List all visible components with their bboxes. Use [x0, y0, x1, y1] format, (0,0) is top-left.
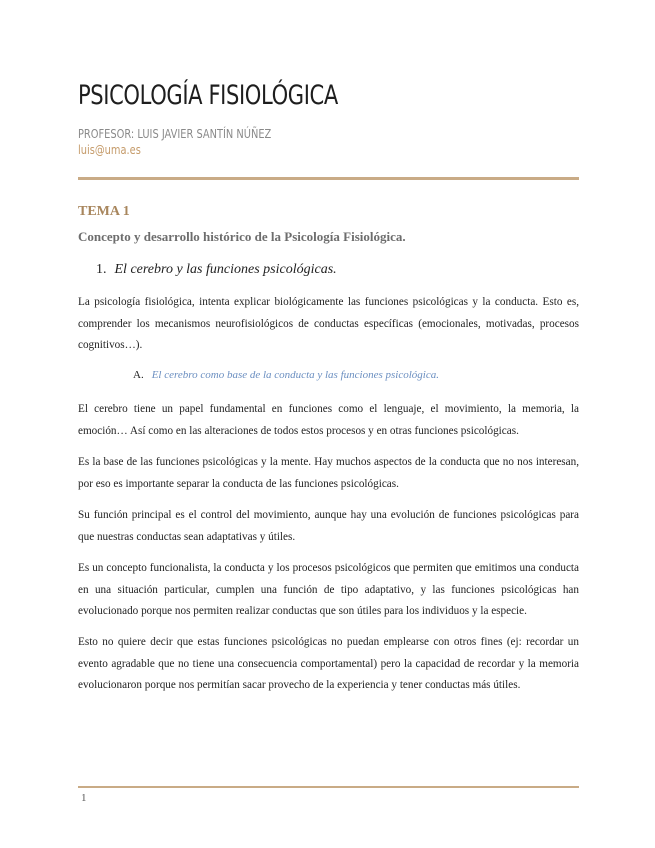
section-heading [96, 262, 337, 278]
paragraph: Esto no quiere decir que estas funciones psicológicas no puedan emplearse con otros fines (ej: recordar un evento agradable que no tiene una consecuencia comportamental) pero la capacidad de recordar y la memoria evolucionaron porque nos permitían sacar provecho de la experiencia y tener conductas más útiles. [78, 636, 579, 691]
topic-label: TEMA 1 [78, 204, 130, 219]
subsection-title: El cerebro como base de la conducta y las funciones psicológica. [151, 369, 439, 381]
paragraph: La psicología fisiológica, intenta explicar biológicamente las funciones psicológicas y la conducta. Esto es, comprender los mecanismos neurofisiológicos de conductas específicas (emocionales, motivadas, procesos cognitivos…). [78, 296, 579, 351]
section-title: El cerebro y las funciones psicológicas. [114, 262, 337, 277]
footer-divider [78, 786, 579, 788]
document-title: PSICOLOGÍA FISIOLÓGICA [78, 80, 338, 111]
subsection-letter: A. [133, 369, 144, 381]
header-divider [78, 177, 579, 180]
paragraph: Es un concepto funcionalista, la conducta y los procesos psicológicos que permiten que emitimos una conducta en una situación particular, cumplen una función de tipo adaptativo, y las funciones psicológicas han evolucionado porque nos permiten realizar conductas que son útiles para los individuos y la especie. [78, 562, 579, 617]
section-number: 1. [96, 262, 107, 277]
professor-email[interactable]: luis@uma.es [78, 143, 141, 157]
subsection-heading [133, 369, 439, 381]
paragraph: Es la base de las funciones psicológicas y la mente. Hay muchos aspectos de la conducta que no nos interesan, por eso es importante separar la conducta de las funciones psicológicas. [78, 456, 579, 490]
topic-subtitle: Concepto y desarrollo histórico de la Psicología Fisiológica. [78, 229, 406, 244]
page-number: 1 [81, 792, 87, 804]
professor-name: PROFESOR: LUIS JAVIER SANTÍN NÚÑEZ [78, 127, 272, 141]
paragraph: Su función principal es el control del movimiento, aunque hay una evolución de funciones psicológicas para que nuestras conductas sean adaptativas y útiles. [78, 509, 579, 543]
paragraph: El cerebro tiene un papel fundamental en funciones como el lenguaje, el movimiento, la memoria, la emoción… Así como en las alteraciones de todos estos procesos y en otras funciones psicológicas. [78, 403, 579, 437]
